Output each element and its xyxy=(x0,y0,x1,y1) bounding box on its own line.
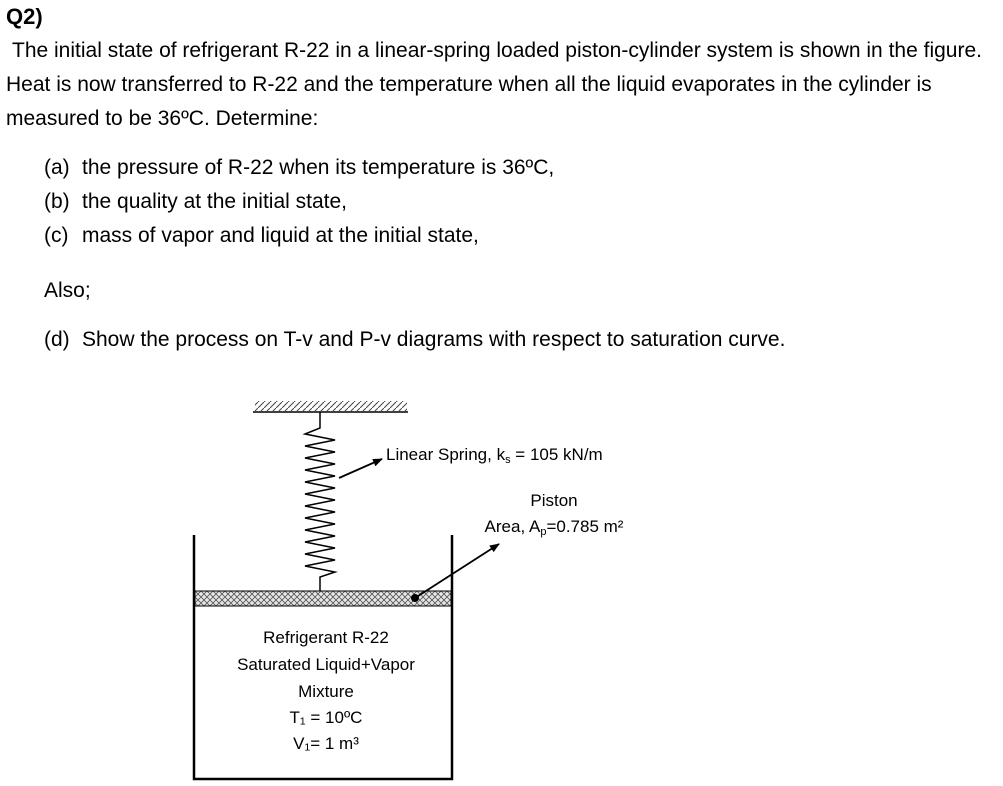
part-d-label: (d) xyxy=(44,328,70,351)
part-b-text: the quality at the initial state, xyxy=(82,190,347,213)
part-a-text: the pressure of R-22 when its temperature is 36ºC, xyxy=(82,156,555,179)
initial-volume: V₁= 1 m³ xyxy=(293,734,359,753)
cylinder-contents xyxy=(237,628,415,753)
question-number: Q2) xyxy=(6,4,43,29)
intro-text: The initial state of refrigerant R-22 in a linear-spring loaded piston-cylinder system is shown in the figure. Heat is now transferred to R-22 and the temperature when all the liquid evaporates in the cylinder is measured to be 36ºC. Determine: xyxy=(6,39,982,130)
spring-label: Linear Spring, ks = 105 kN/m xyxy=(386,445,603,466)
contents-line-1: Refrigerant R-22 xyxy=(263,628,389,647)
ceiling-support xyxy=(253,401,408,412)
spring xyxy=(305,412,335,591)
part-c-text: mass of vapor and liquid at the initial state, xyxy=(82,224,479,247)
part-d-text: Show the process on T-v and P-v diagrams with respect to saturation curve. xyxy=(82,328,786,351)
also-text: Also; xyxy=(44,279,91,302)
part-a-label: (a) xyxy=(44,156,70,179)
contents-line-2: Saturated Liquid+Vapor xyxy=(237,655,415,674)
piston-arrow xyxy=(415,544,499,598)
initial-temperature: T₁ = 10ºC xyxy=(289,708,363,727)
contents-line-3: Mixture xyxy=(298,682,354,701)
part-c-label: (c) xyxy=(44,224,69,247)
piston-title: Piston xyxy=(530,491,578,510)
spring-arrow xyxy=(339,459,382,478)
part-b-label: (b) xyxy=(44,190,70,213)
piston-area-label: Area, Ap=0.785 m² xyxy=(484,517,624,538)
